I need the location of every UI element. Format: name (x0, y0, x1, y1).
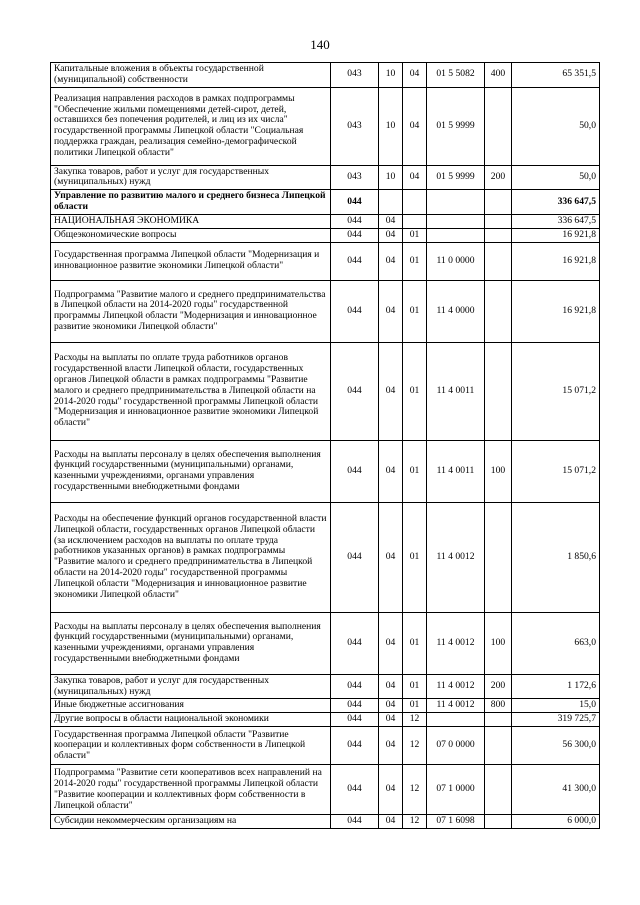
row-vr (485, 280, 512, 342)
row-name: Другие вопросы в области национальной экономики (51, 713, 331, 727)
row-vr: 200 (485, 165, 512, 190)
row-sum: 663,0 (512, 612, 600, 674)
row-subsection: 12 (403, 713, 427, 727)
row-sum: 15,0 (512, 699, 600, 713)
row-section: 10 (379, 165, 403, 190)
table-row (51, 713, 600, 727)
row-target: 07 1 6098 (427, 815, 485, 829)
row-section: 04 (379, 228, 403, 242)
row-subsection (403, 214, 427, 228)
row-vr: 100 (485, 612, 512, 674)
row-section: 04 (379, 214, 403, 228)
row-sum: 1 850,6 (512, 502, 600, 612)
row-sum: 50,0 (512, 87, 600, 165)
row-section: 04 (379, 342, 403, 440)
row-sum: 65 351,5 (512, 63, 600, 88)
row-sum: 15 071,2 (512, 440, 600, 502)
row-target: 11 4 0012 (427, 674, 485, 699)
row-subsection: 01 (403, 280, 427, 342)
row-name: Расходы на обеспечение функций органов государственной власти Липецкой области, государственных органов Липецкой области (за исключением расходов на выплаты по оплате труда работников указанных органов) в рамках подпрограммы "Развитие малого и среднего предпринимательства в Липецкой области на 2014-2020 годы" государственной программы Липецкой области "Модернизация и инновационное развитие экономики Липецкой области" (51, 502, 331, 612)
row-section: 04 (379, 242, 403, 280)
row-vr (485, 815, 512, 829)
page-number: 140 (310, 37, 330, 52)
table-row (51, 228, 600, 242)
table-row (51, 280, 600, 342)
row-name: Закупка товаров, работ и услуг для государственных (муниципальных) нужд (51, 165, 331, 190)
row-admin: 044 (331, 727, 379, 765)
row-admin: 044 (331, 699, 379, 713)
row-subsection: 12 (403, 765, 427, 815)
row-target: 11 4 0012 (427, 612, 485, 674)
row-name: Расходы на выплаты персоналу в целях обеспечения выполнения функций государственными (муниципальными) органами, казенными учреждениями, органами управления государственными внебюджетными фондами (51, 440, 331, 502)
row-subsection: 01 (403, 440, 427, 502)
row-vr (485, 190, 512, 215)
row-name: Капитальные вложения в объекты государственной (муниципальной) собственности (51, 63, 331, 88)
row-subsection: 04 (403, 165, 427, 190)
row-subsection: 01 (403, 612, 427, 674)
row-target: 11 4 0011 (427, 342, 485, 440)
table-row (51, 242, 600, 280)
table-row (51, 63, 600, 88)
row-target: 11 4 0012 (427, 699, 485, 713)
row-admin: 044 (331, 815, 379, 829)
row-target: 11 4 0011 (427, 440, 485, 502)
row-admin: 044 (331, 674, 379, 699)
row-admin: 044 (331, 190, 379, 215)
row-name: Государственная программа Липецкой области "Развитие кооперации и коллективных форм собственности в Липецкой области" (51, 727, 331, 765)
row-target (427, 228, 485, 242)
row-admin: 044 (331, 502, 379, 612)
row-sum: 319 725,7 (512, 713, 600, 727)
table-row (51, 165, 600, 190)
table-row (51, 342, 600, 440)
row-subsection: 01 (403, 342, 427, 440)
row-target: 11 0 0000 (427, 242, 485, 280)
row-vr (485, 87, 512, 165)
row-target (427, 214, 485, 228)
row-vr (485, 214, 512, 228)
row-section: 04 (379, 502, 403, 612)
row-vr (485, 502, 512, 612)
row-vr (485, 765, 512, 815)
row-sum: 6 000,0 (512, 815, 600, 829)
row-admin: 044 (331, 765, 379, 815)
row-name: Государственная программа Липецкой области "Модернизация и инновационное развитие экономики Липецкой области" (51, 242, 331, 280)
row-name: Реализация направления расходов в рамках подпрограммы "Обеспечение жильми помещениями детей-сирот, детей, оставшихся без попечения родителей, и лиц из их числа" государственной программы Липецкой области "Социальная поддержка граждан, реализация семейно-демографической политики Липецкой области" (51, 87, 331, 165)
row-vr (485, 727, 512, 765)
row-subsection: 01 (403, 228, 427, 242)
row-section: 04 (379, 765, 403, 815)
row-section (379, 190, 403, 215)
table-row (51, 612, 600, 674)
row-section: 04 (379, 713, 403, 727)
row-target: 01 5 5082 (427, 63, 485, 88)
row-target: 11 4 0000 (427, 280, 485, 342)
row-admin: 044 (331, 342, 379, 440)
row-admin: 044 (331, 713, 379, 727)
row-name: Расходы на выплаты персоналу в целях обеспечения выполнения функций государственными (муниципальными) органами, казенными учреждениями, органами управления государственными внебюджетными фондами (51, 612, 331, 674)
row-admin: 044 (331, 242, 379, 280)
row-admin: 043 (331, 165, 379, 190)
row-subsection (403, 190, 427, 215)
row-sum: 336 647,5 (512, 190, 600, 215)
table-row (51, 699, 600, 713)
row-admin: 044 (331, 612, 379, 674)
row-sum: 56 300,0 (512, 727, 600, 765)
row-target: 01 5 9999 (427, 87, 485, 165)
row-sum: 41 300,0 (512, 765, 600, 815)
row-subsection: 01 (403, 502, 427, 612)
row-admin: 044 (331, 228, 379, 242)
row-section: 04 (379, 612, 403, 674)
row-vr: 100 (485, 440, 512, 502)
row-subsection: 12 (403, 727, 427, 765)
table-row (51, 190, 600, 215)
row-subsection: 12 (403, 815, 427, 829)
row-name: Управление по развитию малого и среднего бизнеса Липецкой области (51, 190, 331, 215)
row-vr (485, 342, 512, 440)
row-sum: 16 921,8 (512, 280, 600, 342)
table-row (51, 87, 600, 165)
row-vr: 800 (485, 699, 512, 713)
row-name: Общеэкономические вопросы (51, 228, 331, 242)
row-section: 10 (379, 63, 403, 88)
row-target (427, 713, 485, 727)
row-sum: 15 071,2 (512, 342, 600, 440)
table-row (51, 727, 600, 765)
row-vr: 200 (485, 674, 512, 699)
table-row (51, 502, 600, 612)
row-section: 04 (379, 699, 403, 713)
budget-table (50, 62, 600, 829)
row-vr: 400 (485, 63, 512, 88)
row-subsection: 01 (403, 242, 427, 280)
row-target: 11 4 0012 (427, 502, 485, 612)
row-vr (485, 228, 512, 242)
row-sum: 50,0 (512, 165, 600, 190)
table-row (51, 214, 600, 228)
table-row (51, 765, 600, 815)
row-admin: 044 (331, 214, 379, 228)
row-subsection: 01 (403, 699, 427, 713)
row-subsection: 01 (403, 674, 427, 699)
row-name: Подпрограмма "Развитие сети кооперативов всех направлений на 2014-2020 годы" государственной программы Липецкой области "Развитие кооперации и коллективных форм собственности в Липецкой области" (51, 765, 331, 815)
row-name: Расходы на выплаты по оплате труда работников органов государственной власти Липецкой области, государственных органов Липецкой области в рамках подпрограммы "Развитие малого и среднего предпринимательства в Липецкой области на 2014-2020 годы" государственной программы Липецкой области "Модернизация и инновационное развитие экономики Липецкой области" (51, 342, 331, 440)
table-row (51, 674, 600, 699)
row-target: 07 0 0000 (427, 727, 485, 765)
table-row (51, 440, 600, 502)
row-sum: 1 172,6 (512, 674, 600, 699)
row-sum: 336 647,5 (512, 214, 600, 228)
row-section: 04 (379, 440, 403, 502)
row-section: 04 (379, 674, 403, 699)
row-section: 10 (379, 87, 403, 165)
row-admin: 044 (331, 280, 379, 342)
row-admin: 044 (331, 440, 379, 502)
row-vr (485, 242, 512, 280)
row-section: 04 (379, 280, 403, 342)
row-subsection: 04 (403, 63, 427, 88)
row-sum: 16 921,8 (512, 242, 600, 280)
row-name: Подпрограмма "Развитие малого и среднего предпринимательства в Липецкой области на 2014-2020 годы" государственной программы Липецкой области "Модернизация и инновационное развитие экономики Липецкой области" (51, 280, 331, 342)
row-name: НАЦИОНАЛЬНАЯ ЭКОНОМИКА (51, 214, 331, 228)
row-admin: 043 (331, 87, 379, 165)
row-subsection: 04 (403, 87, 427, 165)
row-target (427, 190, 485, 215)
row-target: 07 1 0000 (427, 765, 485, 815)
row-name: Иные бюджетные ассигнования (51, 699, 331, 713)
row-name: Закупка товаров, работ и услуг для государственных (муниципальных) нужд (51, 674, 331, 699)
table-row (51, 815, 600, 829)
row-admin: 043 (331, 63, 379, 88)
row-target: 01 5 9999 (427, 165, 485, 190)
row-name: Субсидии некоммерческим организациям на (51, 815, 331, 829)
row-section: 04 (379, 727, 403, 765)
row-sum: 16 921,8 (512, 228, 600, 242)
row-vr (485, 713, 512, 727)
row-section: 04 (379, 815, 403, 829)
